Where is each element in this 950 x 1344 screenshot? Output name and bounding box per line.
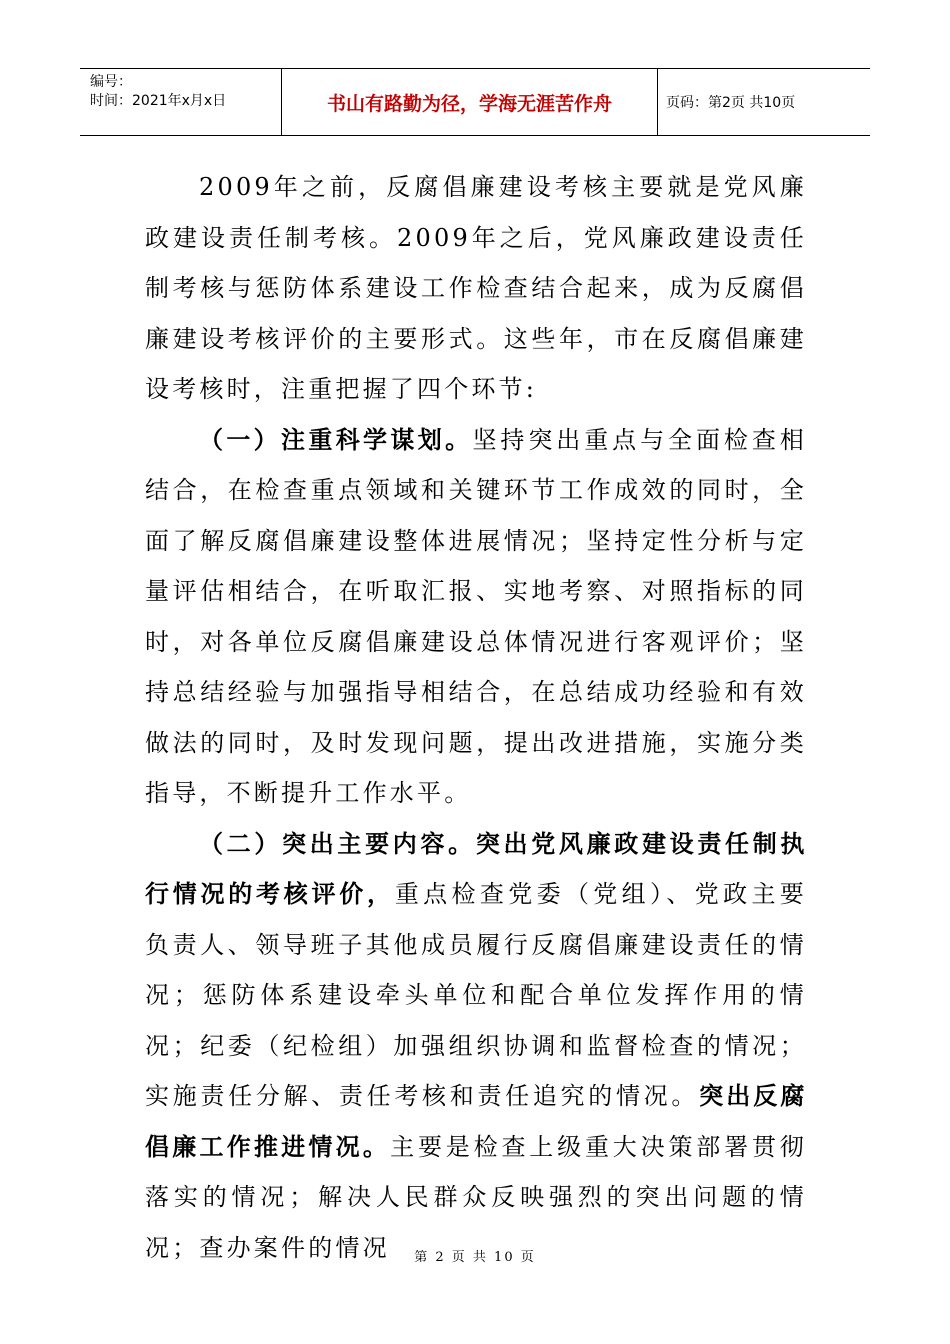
- time-label: 时间：2021年x月x日: [90, 93, 227, 109]
- paragraph-2: [145, 415, 807, 819]
- serial-label: 编号：: [90, 74, 132, 90]
- header-motto: 书山有路勤为径，学海无涯苦作舟: [282, 69, 658, 135]
- header-meta: [80, 69, 282, 135]
- paragraph-3-text-1: 重点检查党委（党组）、党政主要负责人、领导班子其他成员履行反腐倡廉建设责任的情况；惩防体系建设牵头单位和配合单位发挥作用的情况；纪委（纪检组）加强组织协调和监督检查的情况；实施责任分解、责任考核和责任追究的情况。: [145, 880, 807, 1110]
- paragraph-3-subheading: 突出反腐倡廉工作推进情况。: [145, 1082, 808, 1161]
- paragraph-2-heading: （一）注重科学谋划。: [199, 425, 473, 454]
- paragraph-1: 2009年之前，反腐倡廉建设考核主要就是党风廉政建设责任制考核。2009年之后，党风廉政建设责任制考核与惩防体系建设工作检查结合起来，成为反腐倡廉建设考核评价的主要形式。这些年，市在反腐倡廉建设考核时，注重把握了四个环节:: [145, 173, 807, 403]
- paragraph-3-heading: （二）突出主要内容。突出党风廉政建设责任制执行情况的考核评价，: [145, 829, 807, 908]
- page-header: [80, 68, 870, 136]
- paragraph-3: [145, 819, 807, 1274]
- paragraph-3-text-2: 主要是检查上级重大决策部署贯彻落实的情况；解决人民群众反映强烈的突出问题的情况；查办案件的情况: [145, 1132, 808, 1262]
- document-body: [145, 162, 807, 1273]
- page-footer: 第 2 页 共 10 页: [414, 1250, 536, 1265]
- header-page-info: 页码：第2页 共10页: [666, 95, 796, 111]
- paragraph-2-text: 坚持突出重点与全面检查相结合，在检查重点领域和关键环节工作成效的同时，全面了解反腐倡廉建设整体进展情况；坚持定性分析与定量评估相结合，在听取汇报、实地考察、对照指标的同时，对各单位反腐倡廉建设总体情况进行客观评价；坚持总结经验与加强指导相结合，在总结成功经验和有效做法的同时，及时发现问题，提出改进措施，实施分类指导，不断提升工作水平。: [145, 425, 808, 807]
